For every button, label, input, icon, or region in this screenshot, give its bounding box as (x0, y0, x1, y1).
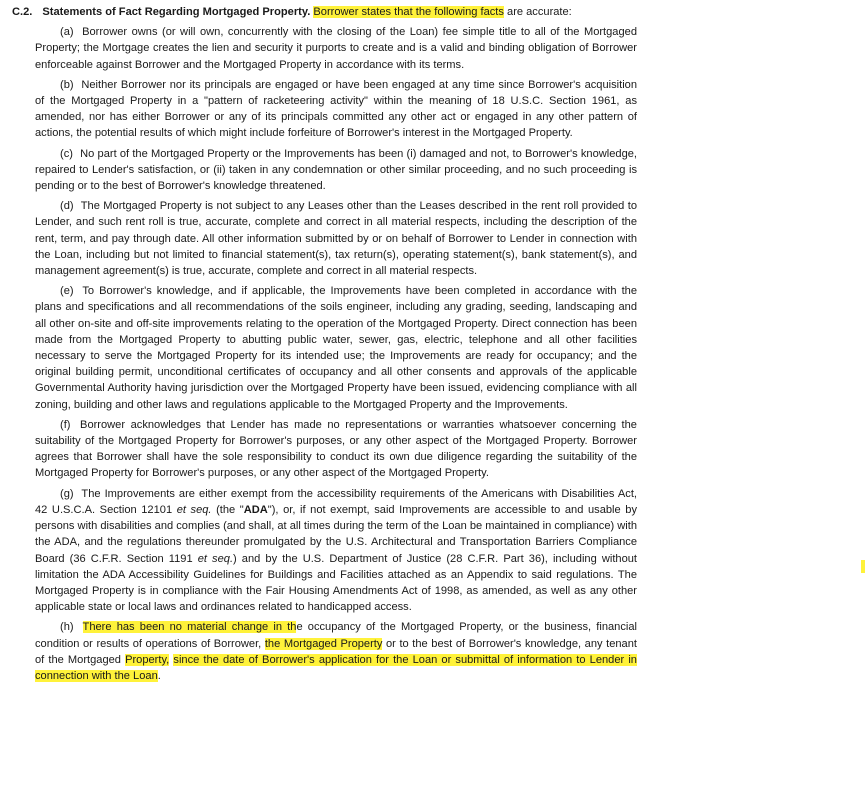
paragraph-text: Neither Borrower nor its principals are engaged or have been engaged at any time since Borrower's acquisition of the Mortgaged Property in a "pattern of racketeering activity" within the meaning of 18 U.S.C. Section 1961, as amended, nor has either Borrower or any of its principals committed any other act or engaged in any other pattern of actions, the potential results of which might include forfeiture of Borrower's interest in the Mortgaged Property. (35, 78, 637, 140)
paragraph-c (12, 146, 637, 195)
paragraph-text: Borrower acknowledges that Lender has made no representations or warranties whatsoever concerning the suitability of the Mortgaged Property for Borrower's purposes, or any other aspect of the Mortgaged Property. Borrower agrees that Borrower shall have the sole responsibility to conduct its own due diligence regarding the suitability of the Mortgaged Property for Borrower's purposes, or any other aspect of the Mortgaged Property. (35, 418, 637, 480)
highlight-mark (861, 560, 865, 573)
defined-term-ada: ADA (243, 503, 268, 516)
paragraph-label: (f) (60, 418, 71, 431)
paragraph-label: (c) (60, 147, 73, 160)
paragraph-g (12, 486, 637, 616)
paragraph-text: To Borrower's knowledge, and if applicable, the Improvements have been completed in accordance with the plans and specifications and all recommendations of the soils engineer, including any grading, seeding, landscaping and all other on-site and off-site improvements relating to the operation of the Mortgaged Property. Direct connection has been made from the Mortgaged Property to abutting public water, sewer, gas, electric, telephone and all other facilities necessary to serve the Mortgaged Property for its intended use; the Improvements are ready for occupancy; and the original building permit, unconditional certificates of occupancy and all other consents and approvals of the applicable Governmental Authority having jurisdiction over the Mortgaged Property have been issued, evidencing compliance with all zoning, building and other laws and regulations applicable to the Mortgaged Property and the Improvements. (35, 285, 637, 411)
section-title: Statements of Fact Regarding Mortgaged Property. (42, 6, 311, 18)
paragraph-a (12, 24, 637, 73)
section-heading (12, 4, 637, 20)
section-number: C.2. (12, 6, 33, 18)
paragraph-f (12, 417, 637, 482)
italic-et-seq: et seq. (197, 552, 234, 565)
highlighted-text: since the date of Borrower's application for the Loan or submittal of information to Lender in connection with the Loan (35, 653, 637, 682)
document-page (12, 4, 637, 688)
paragraph-text: . (157, 669, 161, 682)
paragraph-label: (e) (60, 285, 74, 298)
paragraph-label: (h) (60, 621, 74, 634)
paragraph-text: ) and by the U.S. Department of Justice (28 C.F.R. Part 36), including without limitation the ADA Accessibility Guidelines for Buildings and Facilities attached as an Appendix to said regulations. The Mortgaged Property is in compliance with the Fair Housing Amendments Act of 1998, as amended, as well as any other applicable state or local laws and ordinances related to handicapped access. (35, 552, 637, 614)
highlighted-text: Property, (125, 653, 170, 666)
paragraph-label: (a) (60, 26, 74, 39)
paragraph-h (12, 619, 637, 684)
paragraph-d (12, 198, 637, 279)
paragraph-text: "), or, if not exempt, said Improvements are accessible to and usable by persons with disabilities and complies (and shall, at all times during the term of the Loan be maintained in compliance) with the ADA, and the regulations thereunder promulgated by the U.S. Architectural and Transportation Barriers Compliance Board (36 C.F.R. Section 1191 (35, 503, 637, 565)
paragraph-label: (g) (60, 487, 74, 500)
paragraph-text: or to the best of Borrower's knowledge, any tenant of the Mortgaged (35, 637, 637, 666)
paragraph-label: (b) (60, 78, 74, 91)
paragraph-text: e occupancy of the Mortgaged Property, or the business, financial condition or results of operations of Borrower, (35, 621, 638, 650)
highlighted-text: the Mortgaged Property (264, 637, 383, 650)
paragraph-b (12, 77, 637, 142)
paragraph-text: Borrower owns (or will own, concurrently with the closing of the Loan) fee simple title to all of the Mortgaged Property; the Mortgage creates the lien and security it purports to create and is a valid and binding obligation of Borrower enforceable against Borrower and the Mortgaged Property in accordance with its terms. (35, 26, 637, 71)
paragraph-e (12, 283, 637, 413)
paragraph-text: The Improvements are either exempt from the accessibility requirements of the Americans with Disabilities Act, 42 U.S.C.A. Section 12101 (35, 487, 637, 516)
highlighted-text: Borrower states that the following facts (313, 6, 504, 18)
paragraph-text: The Mortgaged Property is not subject to any Leases other than the Leases described in the rent roll provided to Lender, and such rent roll is true, accurate, complete and correct in all material respects, including the description of the rent, term, and pay through date. All other information submitted by or on behalf of Borrower to Lender in connection with the Loan, including but not limited to financial statement(s), tax return(s), operating statement(s), bank statement(s), and management agreement(s) is true, accurate, complete and correct in all material respects. (35, 200, 637, 278)
section-intro: are accurate: (503, 6, 572, 18)
paragraph-text: No part of the Mortgaged Property or the Improvements has been (i) damaged and not, to Borrower's knowledge, repaired to Lender's satisfaction, or (ii) taken in any condemnation or other similar proceeding, and no such proceeding is pending or to the best of Borrower's knowledge threatened. (35, 147, 637, 193)
paragraph-text: (the " (211, 503, 244, 516)
paragraph-label: (d) (60, 200, 74, 213)
italic-et-seq: et seq. (176, 503, 212, 516)
highlighted-text: There has been no material change in th (82, 621, 297, 634)
